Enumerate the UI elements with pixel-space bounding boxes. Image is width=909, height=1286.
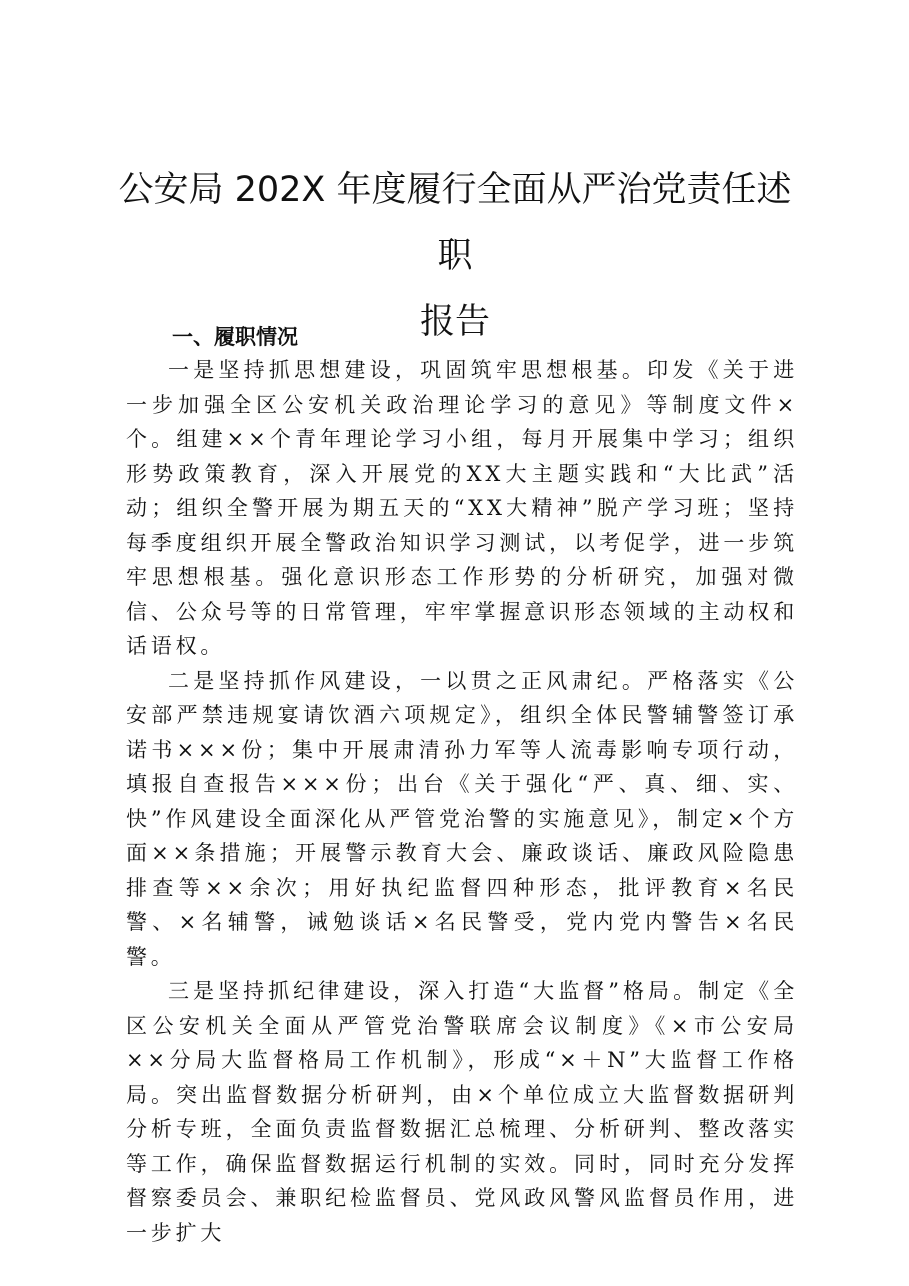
- paragraph-1: 一是坚持抓思想建设，巩固筑牢思想根基。印发《关于进一步加强全区公安机关政治理论学习的意见》等制度文件×个。组建××个青年理论学习小组，每月开展集中学习；组织形势政策教育，深入开展党的XX大主题实践和“大比武”活动；组织全警开展为期五天的“XX大精神”脱产学习班；坚持每季度组织开展全警政治知识学习测试，以考促学，进一步筑牢思想根基。强化意识形态工作形势的分析研究，加强对微信、公众号等的日常管理，牢牢掌握意识形态领域的主动权和话语权。: [126, 358, 798, 658]
- title-line-1: 公安局 202X 年度履行全面从严治党责任述职: [118, 170, 792, 276]
- paragraph-2: 二是坚持抓作风建设，一以贯之正风肃纪。严格落实《公安部严禁违规宴请饮酒六项规定》，组织全体民警辅警签订承诺书×××份；集中开展肃清孙力军等人流毒影响专项行动，填报自查报告×××份；出台《关于强化“严、真、细、实、快”作风建设全面深化从严管党治警的实施意见》，制定×个方面××条措施；开展警示教育大会、廉政谈话、廉政风险隐患排查等××余次；用好执纪监督四种形态，批评教育×名民警、×名辅警，诫勉谈话×名民警受，党内党内警告×名民警。: [126, 668, 798, 969]
- title-line-2: 报告: [419, 302, 490, 342]
- section-heading: 一、履职情况: [172, 325, 298, 349]
- paragraph-3: 三是坚持抓纪律建设，深入打造“大监督”格局。制定《全区公安机关全面从严管党治警联席会议制度》《×市公安局××分局大监督格局工作机制》，形成“×＋N”大监督工作格局。突出监督数据分析研判，由×个单位成立大监督数据研判分析专班，全面负责监督数据汇总梳理、分析研判、整改落实等工作，确保监督数据运行机制的实效。同时，同时充分发挥督察委员会、兼职纪检监督员、党风政风警风监督员作用，进一步扩大: [126, 979, 798, 1245]
- document-body: [126, 353, 798, 1250]
